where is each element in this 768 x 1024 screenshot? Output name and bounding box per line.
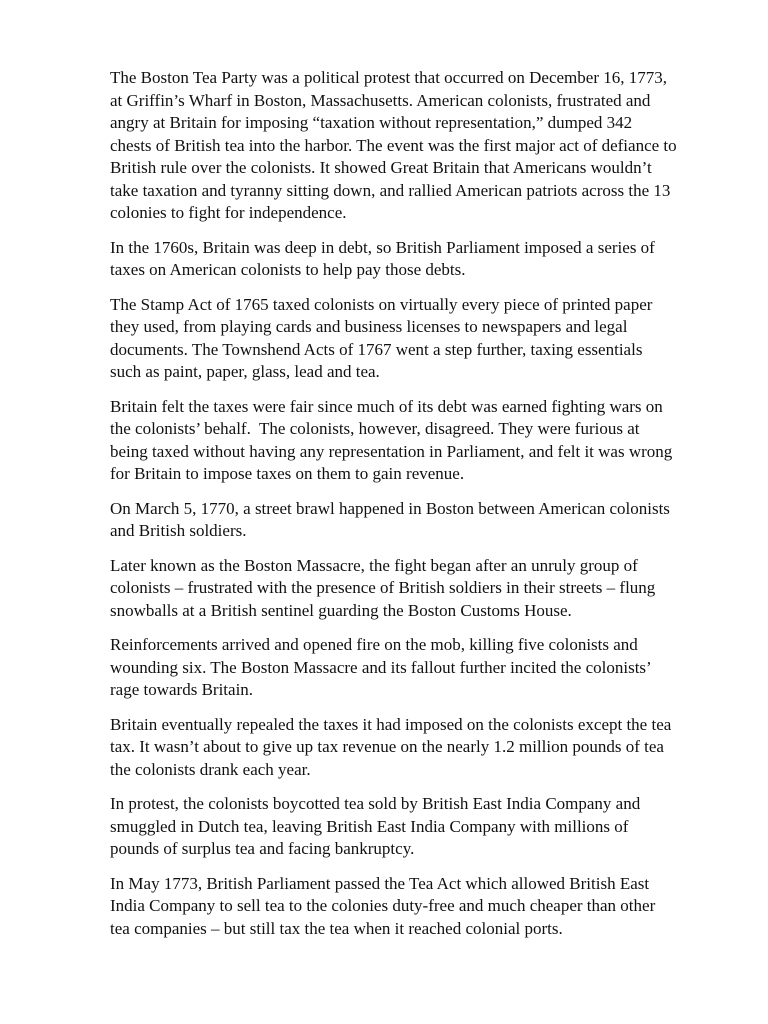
text-line: In May 1773, British Parliament passed the Tea Act which allowed British East: [110, 873, 650, 893]
text-line: chests of British tea into the harbor. The event was the first major act of defiance to: [110, 135, 677, 155]
text-line: colonies to fight for independence.: [110, 203, 347, 222]
text-line: taxes on American colonists to help pay those debts.: [110, 260, 466, 279]
text-line: India Company to sell tea to the colonies duty-free and much cheaper than other: [110, 896, 656, 915]
text-line: the colonists’ behalf. The colonists, however, disagreed. They were furious at: [110, 419, 640, 438]
text-line: snowballs at a British sentinel guarding the Boston Customs House.: [110, 600, 572, 620]
text-line: angry at Britain for imposing “taxation without representation,” dumped 342: [110, 113, 633, 132]
text-line: The Stamp Act of 1765 taxed colonists on virtually every piece of printed paper: [110, 294, 653, 314]
text-line: tea companies – but still tax the tea when it reached colonial ports.: [110, 918, 563, 938]
text-line: being taxed without having any representation in Parliament, and felt it was wrong: [110, 441, 673, 461]
text-line: tax. It wasn’t about to give up tax revenue on the nearly 1.2 million pounds of tea: [110, 737, 664, 756]
paragraph: [110, 237, 730, 282]
text-line: wounding six. The Boston Massacre and its fallout further incited the colonists’: [110, 657, 652, 677]
text-line: and British soldiers.: [110, 521, 247, 540]
text-line: at Griffin’s Wharf in Boston, Massachusetts. American colonists, frustrated and: [110, 90, 651, 110]
text-line: colonists – frustrated with the presence of British soldiers in their streets – flung: [110, 578, 656, 597]
paragraph: [110, 294, 730, 384]
text-line: for Britain to impose taxes on them to gain revenue.: [110, 464, 465, 483]
text-line: rage towards Britain.: [110, 680, 254, 699]
paragraph: [110, 634, 730, 702]
paragraph: [110, 67, 730, 225]
text-line: British rule over the colonists. It showed Great Britain that Americans wouldn’t: [110, 158, 652, 177]
paragraph: [110, 793, 730, 861]
text-line: Britain felt the taxes were fair since much of its debt was earned fighting wars on: [110, 396, 663, 416]
paragraph: [110, 396, 730, 486]
paragraph: [110, 555, 730, 623]
text-line: the colonists drank each year.: [110, 759, 311, 779]
text-line: they used, from playing cards and business licenses to newspapers and legal: [110, 317, 628, 336]
text-line: The Boston Tea Party was a political protest that occurred on December 16, 1773,: [110, 68, 667, 87]
paragraph: [110, 498, 730, 543]
text-line: Reinforcements arrived and opened fire on the mob, killing five colonists and: [110, 635, 638, 654]
text-line: take taxation and tyranny sitting down, and rallied American patriots across the 13: [110, 180, 671, 200]
document-body: [110, 67, 730, 952]
text-line: pounds of surplus tea and facing bankruptcy.: [110, 839, 415, 858]
text-line: Britain eventually repealed the taxes it had imposed on the colonists except the tea: [110, 714, 672, 734]
text-line: On March 5, 1770, a street brawl happened in Boston between American colonists: [110, 498, 670, 518]
text-line: such as paint, paper, glass, lead and tea.: [110, 362, 380, 381]
text-line: documents. The Townshend Acts of 1767 went a step further, taxing essentials: [110, 339, 643, 359]
text-line: smuggled in Dutch tea, leaving British East India Company with millions of: [110, 816, 629, 836]
text-line: Later known as the Boston Massacre, the fight began after an unruly group of: [110, 555, 638, 575]
text-line: In protest, the colonists boycotted tea sold by British East India Company and: [110, 794, 641, 813]
text-line: In the 1760s, Britain was deep in debt, so British Parliament imposed a series of: [110, 237, 655, 257]
paragraph: [110, 714, 730, 782]
paragraph: [110, 873, 730, 941]
